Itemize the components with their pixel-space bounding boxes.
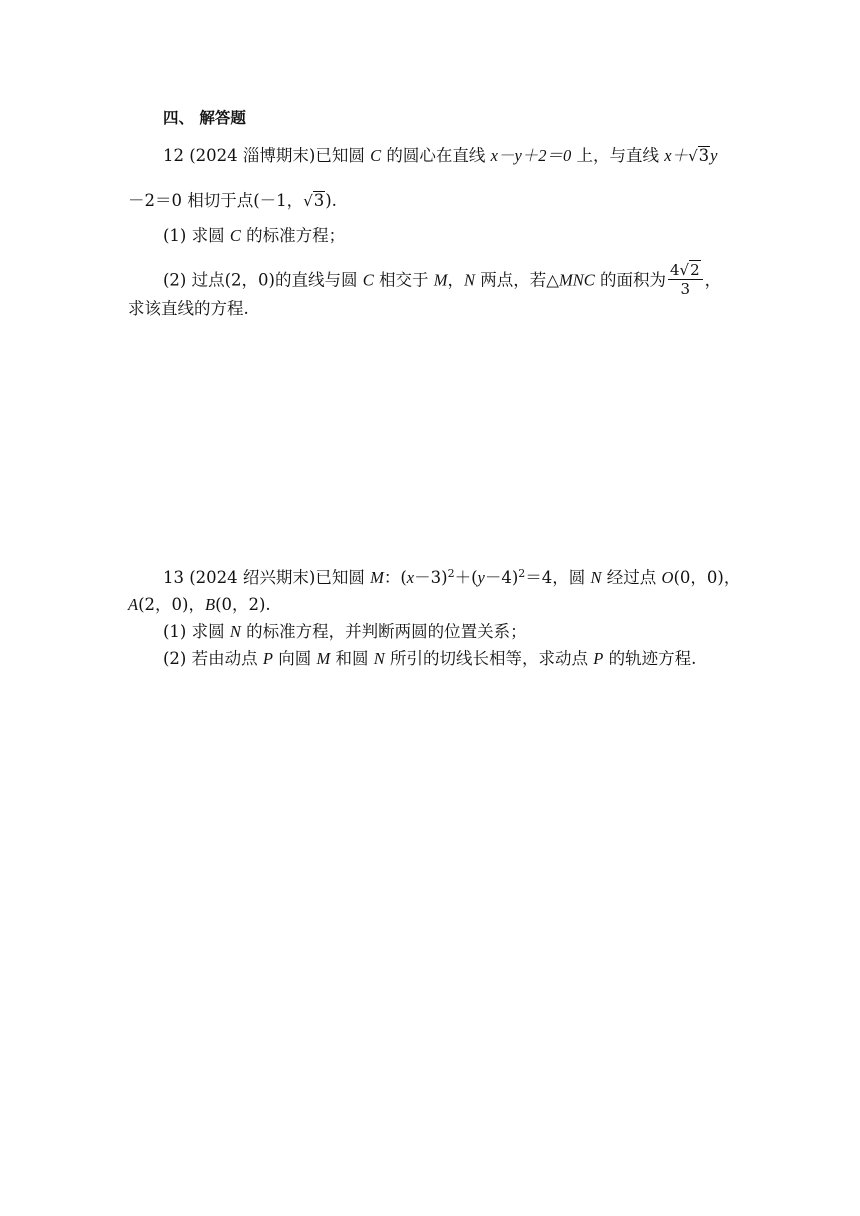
q12-line2-a: －2＝0 相切于点(－1， — [128, 191, 304, 210]
q13-part2-e: 的轨迹方程. — [603, 649, 697, 668]
sqrt-symbol: √ — [679, 261, 690, 279]
q12-line1-b: 上，与直线 — [571, 146, 665, 165]
q12-part2-f: ， — [704, 270, 722, 290]
q13-line1 — [163, 567, 740, 589]
var-m: M — [316, 649, 331, 668]
sqrt-symbol: √ — [688, 147, 698, 165]
var-b: B — [204, 595, 216, 614]
q13-eq-b: －3) — [414, 568, 448, 587]
var-a: A — [128, 595, 139, 614]
line-equation-2b: y — [710, 146, 718, 165]
q13-part2 — [163, 648, 696, 670]
var-y: y — [477, 568, 485, 587]
q12-part2-line2: 求该直线的方程. — [128, 299, 249, 318]
point-o-coords: (0，0)， — [673, 568, 741, 587]
q12-part1-b: 的标准方程； — [240, 226, 346, 245]
q12-part1 — [163, 225, 345, 247]
var-c: C — [362, 270, 374, 290]
point-a-coords: (2，0)， — [138, 595, 205, 614]
fraction-numerator — [668, 260, 703, 280]
area-fraction — [668, 260, 703, 298]
q13-part2-c: 和圆 — [330, 649, 374, 668]
line-equation-2a: x＋ — [664, 146, 689, 165]
var-p: P — [593, 649, 604, 668]
q13-eq-c: ＋( — [454, 568, 478, 587]
sqrt-radicand: 3 — [698, 146, 710, 165]
q13-part1 — [163, 621, 527, 643]
var-n: N — [229, 622, 241, 641]
sqrt-radicand: 2 — [690, 261, 700, 279]
q13-part2-b: 向圆 — [272, 649, 317, 668]
var-c: C — [229, 226, 241, 245]
exponent: 2 — [447, 567, 455, 580]
q12-part2-b: 相交于 — [373, 270, 434, 290]
q13-part2-a: (2) 若由动点 — [163, 649, 263, 668]
var-x: x — [406, 568, 415, 587]
var-p: P — [262, 649, 273, 668]
q13-eq-d: －4) — [484, 568, 519, 587]
var-n: N — [373, 649, 385, 668]
var-c: C — [370, 146, 382, 165]
var-o: O — [661, 568, 674, 587]
q13-part1-a: (1) 求圆 — [163, 622, 230, 641]
q12-line2-b: ). — [325, 191, 337, 210]
var-mnc: MNC — [558, 270, 595, 290]
q12-prefix: 12 (2024 淄博期末)已知圆 — [163, 146, 371, 165]
numerator-coefficient: 4 — [669, 261, 680, 279]
q12-part2-a: (2) 过点(2，0)的直线与圆 — [163, 270, 363, 290]
var-n: N — [590, 568, 602, 587]
q12-part2 — [163, 262, 721, 300]
sqrt-symbol: √ — [303, 192, 313, 210]
q12-line2 — [128, 190, 337, 212]
q13-part2-d: 所引的切线长相等，求动点 — [384, 649, 594, 668]
section-heading: 四、 解答题 — [163, 109, 246, 127]
q12-part2-e: 的面积为 — [594, 270, 666, 290]
exponent: 2 — [518, 567, 526, 580]
var-m: M — [370, 568, 384, 587]
sqrt-radicand: 3 — [313, 191, 325, 210]
q12-part2-d: 两点，若△ — [475, 270, 559, 290]
q13-eq-a: ：( — [383, 568, 407, 587]
var-n: N — [464, 270, 476, 290]
fraction-denominator: 3 — [680, 280, 691, 298]
q12-line1 — [163, 145, 718, 167]
q12-line1-a: 的圆心在直线 — [381, 146, 491, 165]
q12-part1-a: (1) 求圆 — [163, 226, 230, 245]
var-m: M — [433, 270, 448, 290]
q13-line1-tail: 经过点 — [601, 568, 662, 587]
q13-line2 — [128, 594, 271, 616]
q12-part2-c: ， — [447, 270, 464, 290]
line-equation-1: x－y＋2＝0 — [490, 146, 572, 165]
q13-part1-b: 的标准方程，并判断两圆的位置关系； — [240, 622, 527, 641]
q13-prefix: 13 (2024 绍兴期末)已知圆 — [163, 568, 371, 587]
q13-eq-e: ＝4，圆 — [525, 568, 591, 587]
point-b-coords: (0，2). — [215, 595, 271, 614]
